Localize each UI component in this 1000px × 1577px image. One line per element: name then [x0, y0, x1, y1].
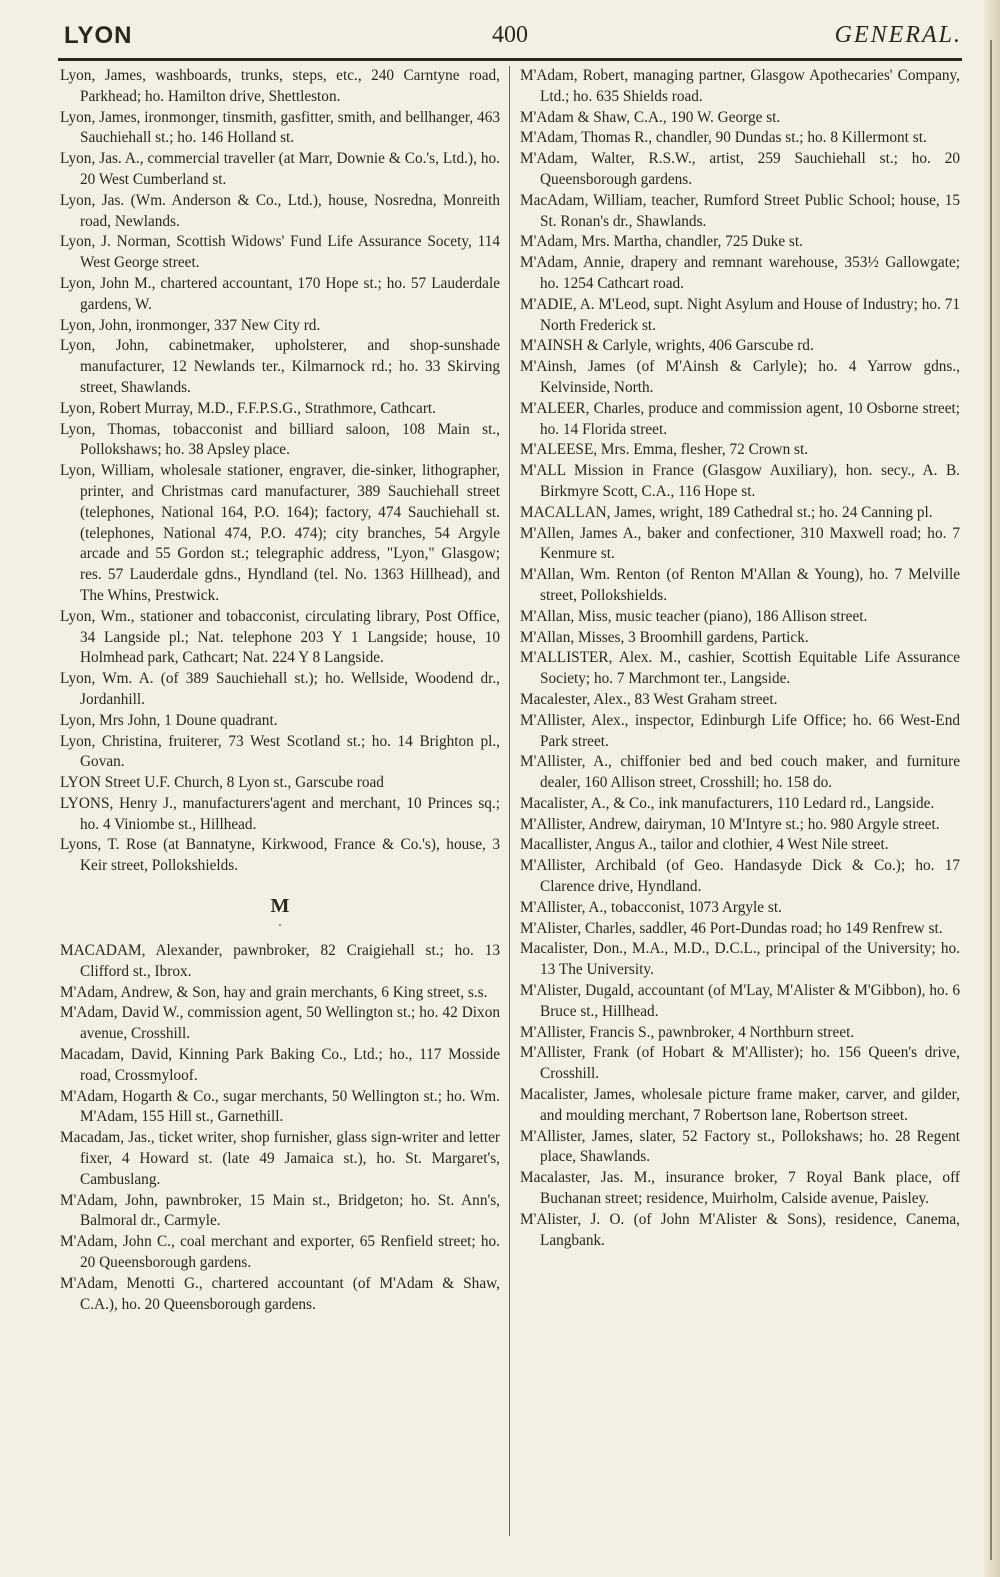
directory-entry: Macalister, A., & Co., ink manufacturers, 110 Ledard rd., Langside.	[520, 794, 935, 812]
directory-entry: Lyon, Thomas, tobacconist and billiard saloon, 108 Main st., Pollokshaws; ho. 38 Apsley place.	[60, 420, 500, 459]
directory-entry: Lyon, Wm. A. (of 389 Sauchiehall st.); ho. Wellside, Woodend dr., Jordanhill.	[60, 670, 500, 708]
directory-entry: M'ALEER, Charles, produce and commission agent, 10 Osborne street; ho. 14 Florida street.	[520, 399, 960, 438]
directory-entry: M'Allister, A., chiffonier bed and bed couch maker, and furniture dealer, 160 Allison street, Crosshill; ho. 158 do.	[520, 753, 960, 792]
directory-entry: M'Adam, David W., commission agent, 50 Wellington st.; ho. 42 Dixon avenue, Crosshill.	[60, 1004, 500, 1043]
directory-entry: Lyon, J. Norman, Scottish Widows' Fund Life Assurance Socety, 114 West George street.	[60, 233, 500, 272]
directory-entry: M'Adam, Andrew, & Son, hay and grain merchants, 6 King street, s.s.	[60, 983, 488, 1001]
directory-entry: M'Allan, Misses, 3 Broomhill gardens, Partick.	[520, 628, 809, 646]
directory-entry: M'Adam, Mrs. Martha, chandler, 725 Duke st.	[520, 233, 803, 251]
directory-entry: M'ALEESE, Mrs. Emma, flesher, 72 Crown st.	[520, 441, 809, 459]
directory-entry: Macalaster, Jas. M., insurance broker, 7 Royal Bank place, off Buchanan street; residence, Muirholm, Calside avenue, Paisley.	[520, 1169, 960, 1208]
directory-entry: Lyon, Robert Murray, M.D., F.F.P.S.G., Strathmore, Cathcart.	[60, 399, 436, 417]
directory-entry: MACADAM, Alexander, pawnbroker, 82 Craigiehall st.; ho. 13 Clifford st., Ibrox.	[60, 942, 500, 980]
directory-entry: M'Adam, Hogarth & Co., sugar merchants, 50 Wellington st.; ho. Wm. M'Adam, 155 Hill st., Garnethill.	[60, 1087, 500, 1126]
directory-entry: M'Alister, Charles, saddler, 46 Port-Dundas road; ho 149 Renfrew st.	[520, 919, 943, 937]
directory-entry: Lyon, Jas. A., commercial traveller (at Marr, Downie & Co.'s, Ltd.), ho. 20 West Cumberland st.	[60, 150, 500, 188]
right-entries	[520, 66, 960, 1251]
directory-entry: Macalester, Alex., 83 West Graham street.	[520, 690, 778, 708]
directory-entry: M'Alister, Dugald, accountant (of M'Lay, M'Alister & M'Gibbon), ho. 6 Bruce st., Hillhead.	[520, 982, 960, 1020]
left-column	[60, 66, 500, 1556]
directory-entry: M'Allister, Francis S., pawnbroker, 4 Northburn street.	[520, 1023, 855, 1041]
directory-entry: M'Allister, James, slater, 52 Factory st., Pollokshaws; ho. 28 Regent place, Shawlands.	[520, 1127, 960, 1166]
section-dot: ·	[277, 919, 283, 935]
directory-entry: MACALLAN, James, wright, 189 Cathedral st.; ho. 24 Canning pl.	[520, 503, 933, 521]
directory-entry: M'Adam, Thomas R., chandler, 90 Dundas st.; ho. 8 Killermont st.	[520, 129, 927, 147]
directory-entry: Macadam, David, Kinning Park Baking Co., Ltd.; ho., 117 Mosside road, Crossmyloof.	[60, 1046, 500, 1084]
directory-entry: M'ADIE, A. M'Leod, supt. Night Asylum and House of Industry; ho. 71 North Frederick st.	[520, 295, 960, 334]
directory-entry: M'Allen, James A., baker and confectioner, 310 Maxwell road; ho. 7 Kenmure st.	[520, 524, 960, 563]
header-rule	[58, 58, 962, 61]
directory-entry: M'Allan, Miss, music teacher (piano), 186 Allison street.	[520, 607, 868, 625]
directory-entry: M'Allister, Alex., inspector, Edinburgh Life Office; ho. 66 West-End Park street.	[520, 711, 960, 750]
directory-entry: M'Adam & Shaw, C.A., 190 W. George st.	[520, 108, 781, 126]
directory-entry: M'Ainsh, James (of M'Ainsh & Carlyle); ho. 4 Yarrow gdns., Kelvinside, North.	[520, 358, 960, 396]
directory-entry: Lyon, John M., chartered accountant, 170 Hope st.; ho. 57 Lauderdale gardens, W.	[60, 274, 500, 313]
directory-entry: Lyon, James, washboards, trunks, steps, etc., 240 Carntyne road, Parkhead; ho. Hamilton drive, Shettleston.	[60, 67, 500, 105]
directory-entry: M'Adam, John, pawnbroker, 15 Main st., Bridgeton; ho. St. Ann's, Balmoral dr., Carmyle.	[60, 1191, 500, 1230]
directory-entry: M'ALLISTER, Alex. M., cashier, Scottish Equitable Life Assurance Society; ho. 7 Marchmont ter., Langside.	[520, 649, 960, 688]
page-number: 400	[492, 22, 528, 48]
running-head-right: GENERAL.	[834, 22, 962, 48]
directory-entry: M'Adam, Annie, drapery and remnant warehouse, 353½ Gallowgate; ho. 1254 Cathcart road.	[520, 254, 960, 292]
directory-entry: Lyon, James, ironmonger, tinsmith, gasfitter, smith, and bellhanger, 463 Sauchiehall st.; ho. 146 Holland st.	[60, 108, 500, 147]
right-column	[520, 66, 960, 1556]
directory-entry: M'Alister, J. O. (of John M'Alister & Sons), residence, Canema, Langbank.	[520, 1210, 960, 1249]
directory-entry: Lyon, William, wholesale stationer, engraver, die-sinker, lithographer, printer, and Christmas card manufacturer, 389 Sauchiehall street (telephones, National 164, P.O. 164); factory, 474 Sauchiehall st. (telephones, National 474, P.O. 474); city branches, 54 Argyle arcade and 55 Gordon st.; telegraphic address, "Lyon," Glasgow; res. 57 Lauderdale gdns., Hyndland (tel. No. 1363 Hillhead), and The Whins, Prestwick.	[60, 462, 500, 604]
page-spine	[984, 0, 1000, 1577]
directory-entry: Macadam, Jas., ticket writer, shop furnisher, glass sign-writer and letter fixer, 4 Howard st. (late 49 Jamaica st.), ho. St. Margaret's, Cambuslang.	[60, 1129, 500, 1188]
directory-entry: Lyon, Mrs John, 1 Doune quadrant.	[60, 711, 278, 729]
directory-entry: MacAdam, William, teacher, Rumford Street Public School; house, 15 St. Ronan's dr., Shawlands.	[520, 191, 960, 230]
directory-entry: M'Adam, Robert, managing partner, Glasgow Apothecaries' Company, Ltd.; ho. 635 Shields road.	[520, 67, 960, 105]
directory-entry: M'Adam, Walter, R.S.W., artist, 259 Sauchiehall st.; ho. 20 Queensborough gardens.	[520, 150, 960, 188]
spine-edge	[990, 40, 992, 1560]
directory-page	[58, 22, 962, 1562]
directory-entry: Lyon, John, cabinetmaker, upholsterer, and shop-sunshade manufacturer, 12 Newlands ter., Kilmarnock rd.; ho. 33 Skirving street, Shawlands.	[60, 337, 500, 396]
directory-entry: M'Adam, Menotti G., chartered accountant (of M'Adam & Shaw, C.A.), ho. 20 Queensborough gardens.	[60, 1274, 500, 1313]
directory-entry: M'AINSH & Carlyle, wrights, 406 Garscube rd.	[520, 337, 814, 355]
running-head-left: LYON	[64, 22, 133, 49]
directory-entry: M'Adam, John C., coal merchant and exporter, 65 Renfield street; ho. 20 Queensborough gardens.	[60, 1233, 500, 1272]
directory-entry: Lyon, John, ironmonger, 337 New City rd.	[60, 316, 321, 334]
directory-entry: Lyon, Wm., stationer and tobacconist, circulating library, Post Office, 34 Langside pl.; Nat. telephone 203 Y 1 Langside; house, 10 Holmhead park, Cathcart; Nat. 224 Y 8 Langside.	[60, 607, 500, 667]
directory-entry: LYONS, Henry J., manufacturers'agent and merchant, 10 Princes sq.; ho. 4 Viniombe st., Hillhead.	[60, 794, 500, 833]
directory-entry: Lyon, Christina, fruiterer, 73 West Scotland st.; ho. 14 Brighton pl., Govan.	[60, 732, 500, 771]
directory-entry: M'Allister, Archibald (of Geo. Handasyde Dick & Co.); ho. 17 Clarence drive, Hyndland.	[520, 857, 960, 896]
column-divider	[509, 66, 510, 1536]
section-letter: M	[270, 895, 290, 918]
left-entries	[60, 66, 500, 877]
directory-entry: M'ALL Mission in France (Glasgow Auxiliary), hon. secy., A. B. Birkmyre Scott, C.A., 116 Hope st.	[520, 462, 960, 500]
directory-entry: M'Allister, A., tobacconist, 1073 Argyle st.	[520, 898, 782, 916]
directory-entry: Lyons, T. Rose (at Bannatyne, Kirkwood, France & Co.'s), house, 3 Keir street, Pollokshields.	[60, 836, 500, 875]
directory-entry: Macallister, Angus A., tailor and clothier, 4 West Nile street.	[520, 836, 889, 854]
directory-entry: Macalister, Don., M.A., M.D., D.C.L., principal of the University; ho. 13 The University.	[520, 940, 960, 979]
directory-entry: M'Allister, Frank (of Hobart & M'Allister); ho. 156 Queen's drive, Crosshill.	[520, 1044, 960, 1083]
columns	[58, 66, 962, 1556]
directory-entry: M'Allan, Wm. Renton (of Renton M'Allan & Young), ho. 7 Melville street, Pollokshields.	[520, 566, 960, 604]
page-header	[58, 22, 962, 56]
directory-entry: LYON Street U.F. Church, 8 Lyon st., Garscube road	[60, 774, 384, 792]
directory-entry: M'Allister, Andrew, dairyman, 10 M'Intyre st.; ho. 980 Argyle street.	[520, 815, 940, 833]
left-m-entries	[60, 941, 500, 1315]
directory-entry: Macalister, James, wholesale picture frame maker, carver, and gilder, and moulding merchant, 7 Robertson lane, Robertson street.	[520, 1086, 960, 1124]
directory-entry: Lyon, Jas. (Wm. Anderson & Co., Ltd.), house, Nosredna, Monreith road, Newlands.	[60, 191, 500, 230]
